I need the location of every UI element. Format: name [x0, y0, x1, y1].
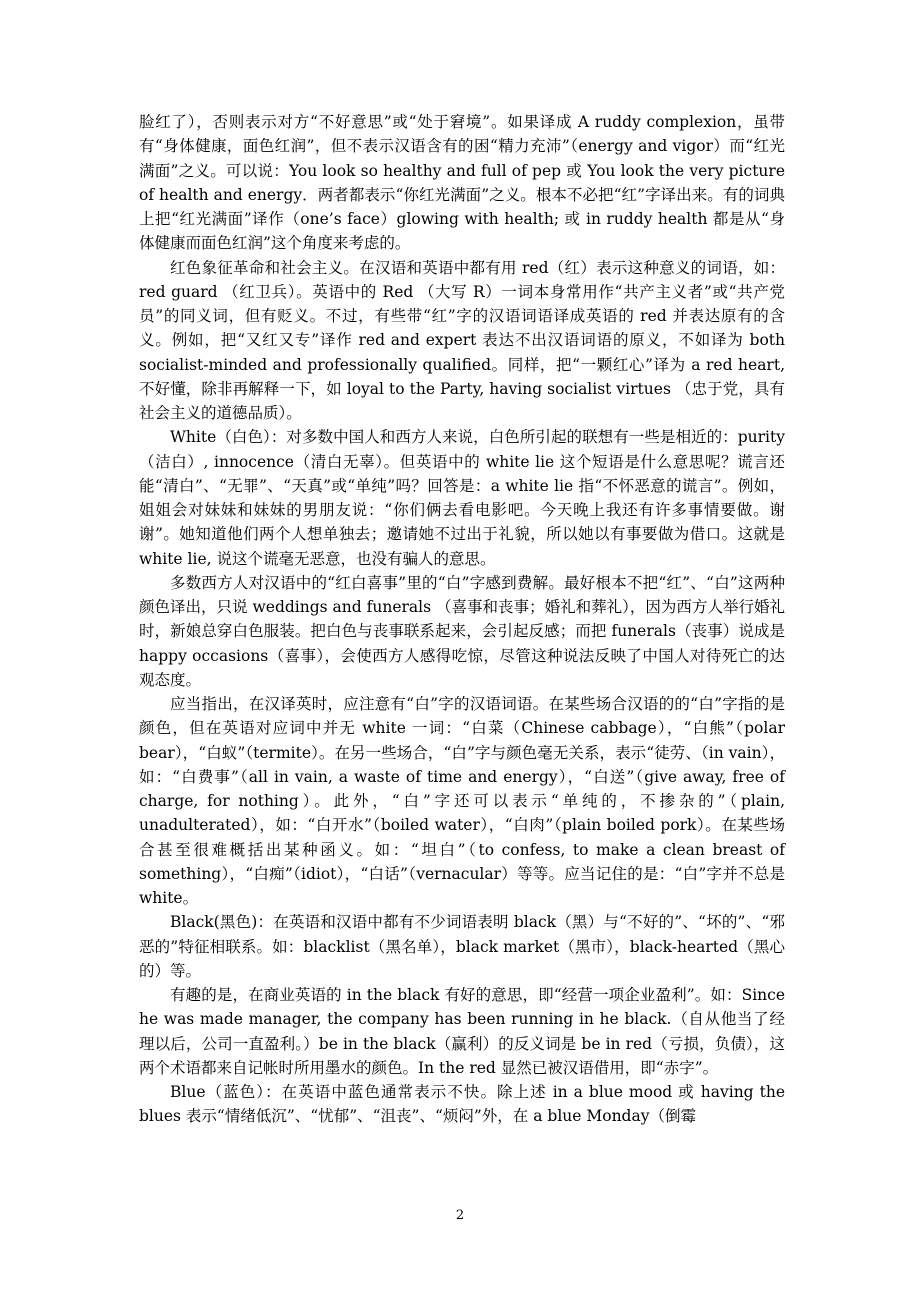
page-number: 2: [455, 1208, 465, 1223]
paragraph-in-the-black: 有趣的是，在商业英语的 in the black 有好的意思，即“经营一项企业盈利”。如：Since he was made manager, the company has been running in he black.（自从他当了经理以后，公司一直盈利。）be in the black（赢利）的反义词是 be in red（亏损，负债），这两个术语都来自记帐时所用墨水的颜色。In the red 显然已被汉语借用，即“赤字”。: [139, 986, 785, 1077]
paragraph-blue: Blue（蓝色）：在英语中蓝色通常表示不快。除上述 in a blue mood 或 having the blues 表示“情绪低沉”、“忧郁”、“沮丧”、“烦闷”外，在 a blue Monday（倒霉: [139, 1083, 785, 1126]
paragraph-red-revolution: 红色象征革命和社会主义。在汉语和英语中都有用 red（红）表示这种意义的词语，如：red guard （红卫兵）。英语中的 Red （大写 R）一词本身常用作“共产主义者”或“共产党员”的同义词，但有贬义。不过，有些带“红”字的汉语词语译成英语的 red 并表达原有的含义。例如，把“又红又专”译作 red and expert 表达不出汉语词语的原义，不如译为 both socialist-minded and professionally qualified。同样，把“一颗红心”译为 a red heart, 不好懂，除非再解释一下，如 loyal to the Party, having socialist virtues （忠于党，具有社会主义的道德品质）。: [139, 258, 785, 422]
paragraph-red-white-events: 多数西方人对汉语中的“红白喜事”里的“白”字感到费解。最好根本不把“红”、“白”这两种颜色译出，只说 weddings and funerals （喜事和丧事；婚礼和葬礼），因为西方人举行婚礼时，新娘总穿白色服装。把白色与丧事联系起来，会引起反感；而把 funerals（丧事）说成是 happy occasions（喜事），会使西方人感得吃惊，尽管这种说法反映了中国人对待死亡的达观态度。: [139, 573, 785, 689]
paragraph-red-face: 脸红了），否则表示对方“不好意思”或“处于窘境”。如果译成 A ruddy complexion，虽带有“身体健康，面色红润”，但不表示汉语含有的困“精力充沛”（energy and vigor）而“红光满面”之义。可以说：You look so healthy and full of pep 或 You look the very picture of health and energy．两者都表示“你红光满面”之义。根本不必把“红”字译出来。有的词典上把“红光满面”译作（one’s face）glowing with health; 或 in ruddy health 都是从“身体健康而面色红润”这个角度来考虑的。: [139, 113, 785, 253]
paragraph-black: Black(黑色)：在英语和汉语中都有不少词语表明 black（黑）与“不好的”、“坏的”、“邪恶的”特征相联系。如：blacklist（黑名单），black market（黑市），black-hearted（黑心的）等。: [139, 913, 785, 980]
paragraph-white-words: 应当指出，在汉译英时，应注意有“白”字的汉语词语。在某些场合汉语的的“白”字指的是颜色，但在英语对应词中并无 white 一词：“白菜（Chinese cabbage），“白熊”（polar bear），“白蚁”（termite）。在另一些场合，“白”字与颜色毫无关系，表示“徒劳、（in vain），如：“白费事”（all in vain, a waste of time and energy），“白送”（give away, free of charge, for nothing）。此外，“白”字还可以表示“单纯的，不掺杂的”（plain, unadulterated），如：“白开水”（boiled water），“白肉”（plain boiled pork）。在某些场合甚至很难概括出某种函义。如：“坦白”（to confess, to make a clean breast of something），“白痴”（idiot），“白话”（vernacular）等等。应当记住的是：“白”字并不总是 white。: [139, 695, 785, 907]
paragraph-white: White（白色）：对多数中国人和西方人来说，白色所引起的联想有一些是相近的：purity（洁白）, innocence（清白无辜）。但英语中的 white lie 这个短语是什么意思呢？谎言还能“清白”、“无罪”、“天真”或“单纯”吗？回答是：a white lie 指“不怀恶意的谎言”。例如，姐姐会对妹妹和妹妹的男朋友说：“你们俩去看电影吧。今天晚上我还有许多事情要做。谢谢”。她知道他们两个人想单独去；邀请她不过出于礼貌，所以她以有事要做为借口。这就是 white lie, 说这个谎毫无恶意，也没有骗人的意思。: [139, 428, 785, 568]
body-text: [139, 110, 785, 1129]
